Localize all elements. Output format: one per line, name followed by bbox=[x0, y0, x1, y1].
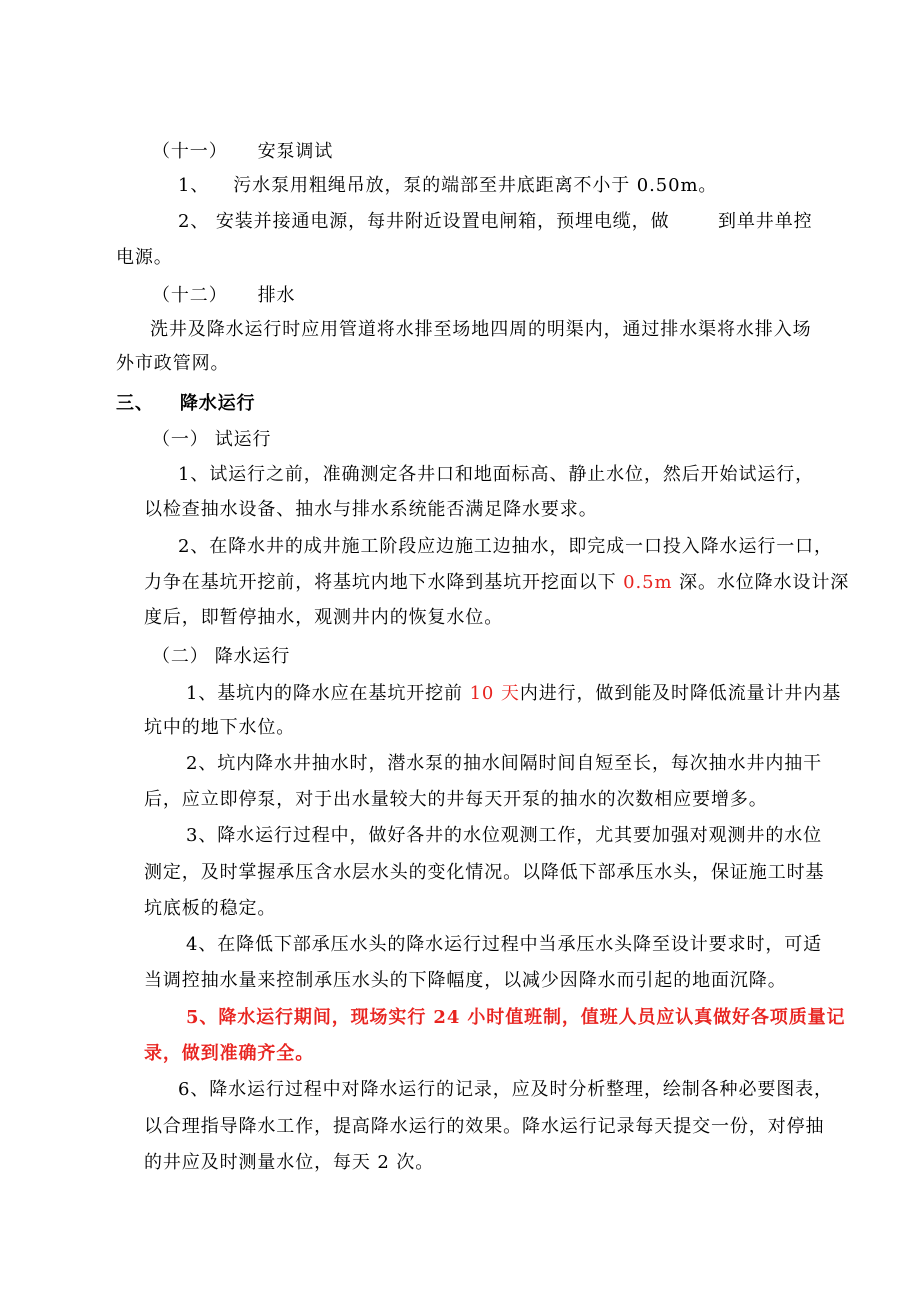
item-text: 坑中的地下水位。 bbox=[144, 717, 296, 738]
item-text: 到单井单控 bbox=[718, 211, 813, 232]
item-text: 6、降水运行过程中对降水运行的记录，应及时分析整理，绘制各种必要图表， bbox=[178, 1079, 833, 1100]
section-title: 安泵调试 bbox=[257, 141, 334, 162]
item-number: 1、 bbox=[178, 175, 210, 196]
item-text: 内进行，做到能及时降低流量计井内基 bbox=[519, 683, 842, 704]
item-text: 2、 安装并接通电源，每井附近设置电闸箱，预埋电缆，做 bbox=[178, 211, 670, 232]
paragraph-line bbox=[116, 352, 229, 376]
paragraph-line bbox=[178, 463, 814, 487]
paragraph-line bbox=[144, 788, 768, 812]
paragraph-line bbox=[178, 1078, 833, 1102]
item-text: 1、基坑内的降水应在基坑开挖前 bbox=[186, 683, 470, 704]
paragraph-line-highlight bbox=[144, 1042, 314, 1066]
item-text: 污水泵用粗绳吊放，泵的端部至井底距离不小于 0.50m。 bbox=[233, 175, 718, 196]
paragraph-line bbox=[186, 933, 822, 957]
paragraph-line bbox=[144, 498, 598, 522]
paragraph-line bbox=[144, 1115, 824, 1139]
paragraph-line bbox=[186, 824, 822, 848]
item-text: 外市政管网。 bbox=[116, 353, 230, 374]
paragraph-line bbox=[178, 174, 717, 198]
part-title: 降水运行 bbox=[179, 393, 256, 414]
subsection-label: （二） bbox=[152, 646, 209, 667]
subsection-title: 试运行 bbox=[214, 429, 272, 450]
item-text: 测定，及时掌握承压含水层水头的变化情况。以降低下部承压水头，保证施工时基 bbox=[144, 862, 825, 883]
paragraph-line bbox=[144, 897, 276, 921]
item-text: 度后，即暂停抽水，观测井内的恢复水位。 bbox=[144, 607, 504, 628]
paragraph-line bbox=[144, 861, 824, 885]
item-text: 洗井及降水运行时应用管道将水排至场地四周的明渠内，通过排水渠将水排入场 bbox=[150, 319, 812, 340]
subsection-title: 降水运行 bbox=[214, 646, 291, 667]
item-text: 的井应及时测量水位，每天 2 次。 bbox=[144, 1152, 435, 1173]
item-text: 2、坑内降水井抽水时，潜水泵的抽水间隔时间自短至长，每次抽水井内抽干 bbox=[186, 753, 823, 774]
item-text: 2、在降水井的成井施工阶段应边施工边抽水，即完成一口投入降水运行一口， bbox=[178, 536, 833, 557]
paragraph-line bbox=[718, 210, 813, 234]
highlight-days: 10 天 bbox=[469, 683, 520, 704]
section-12-heading bbox=[152, 284, 295, 308]
item-text: 4、在降低下部承压水头的降水运行过程中当承压水头降至设计要求时，可适 bbox=[186, 934, 823, 955]
paragraph-line bbox=[178, 535, 833, 559]
paragraph-line bbox=[186, 752, 822, 776]
paragraph-line bbox=[144, 571, 849, 595]
part-3-heading bbox=[116, 392, 255, 416]
item-text: 5、降水运行期间，现场实行 24 小时值班制，值班人员应认真做好各项质量记 bbox=[186, 1007, 846, 1028]
section-label: （十二） bbox=[152, 285, 228, 306]
section-title: 排水 bbox=[257, 285, 296, 306]
section-label: （十一） bbox=[152, 141, 228, 162]
part-number: 三、 bbox=[116, 393, 154, 414]
item-text: 3、降水运行过程中，做好各井的水位观测工作，尤其要加强对观测井的水位 bbox=[186, 825, 823, 846]
section-11-heading bbox=[152, 140, 333, 164]
item-text: 1、试运行之前，准确测定各井口和地面标高、静止水位，然后开始试运行， bbox=[178, 464, 815, 485]
item-text: 深。水位降水设计深 bbox=[672, 572, 850, 593]
item-text: 力争在基坑开挖前，将基坑内地下水降到基坑开挖面以下 bbox=[144, 572, 624, 593]
subsection-2-heading bbox=[152, 645, 290, 669]
item-text: 当调控抽水量来控制承压水头的下降幅度，以减少因降水而引起的地面沉降。 bbox=[144, 970, 787, 991]
item-text: 后，应立即停泵，对于出水量较大的井每天开泵的抽水的次数相应要增多。 bbox=[144, 789, 768, 810]
item-text: 以合理指导降水工作，提高降水运行的效果。降水运行记录每天提交一份，对停抽 bbox=[144, 1116, 825, 1137]
item-text: 坑底板的稳定。 bbox=[144, 898, 277, 919]
item-text: 录，做到准确齐全。 bbox=[144, 1043, 315, 1064]
paragraph-line bbox=[144, 716, 295, 740]
item-text: 以检查抽水设备、抽水与排水系统能否满足降水要求。 bbox=[144, 499, 598, 520]
subsection-label: （一） bbox=[152, 429, 209, 450]
paragraph-line bbox=[144, 606, 503, 630]
paragraph-line-highlight bbox=[186, 1006, 845, 1030]
highlight-depth: 0.5m bbox=[623, 572, 673, 593]
paragraph-line bbox=[144, 1151, 434, 1175]
paragraph-line bbox=[186, 682, 841, 706]
paragraph-line bbox=[144, 969, 787, 993]
paragraph-line bbox=[150, 318, 812, 342]
paragraph-line bbox=[178, 210, 669, 234]
paragraph-line bbox=[116, 246, 173, 270]
item-text: 电源。 bbox=[116, 247, 173, 268]
subsection-1-heading bbox=[152, 428, 271, 452]
